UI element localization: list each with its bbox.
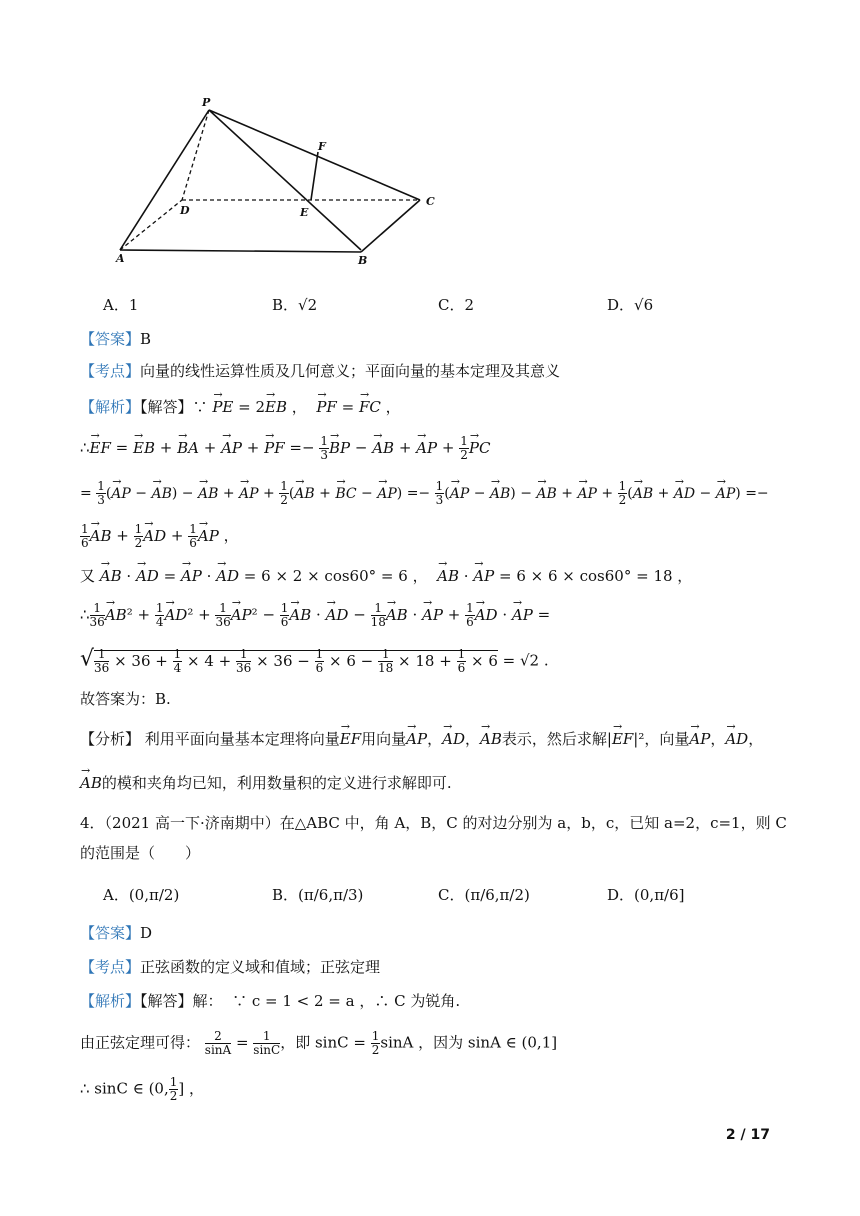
q4-option-c: C．(π/6,π/2) — [438, 886, 530, 904]
q3-analysis-line5: 又 → AB · → AD = → AP · → AD = 6 × 2 × cos60° = 6 ， → AB · → AP = 6 × 6 × cos60° = 18 ， — [80, 565, 692, 587]
q3-analysis-line1: 【解析】【解答】∵ → PE = 2→ EB ， → PF = → FC ， — [80, 396, 401, 418]
q3-analysis-line7: √ $\frac{1}{36}$ × 36 + $\frac{1}{4}$ × 4 + $\frac{1}{36}$ × 36 − $\frac{1}{6}$ × 6 − $\frac{1}{18}$ × 18 + $\frac{1}{6}$ × 6 = √2 . — [80, 646, 549, 675]
label-f: F — [318, 140, 326, 153]
label-p: P — [202, 96, 211, 109]
q4-analysis-line3: ∴ sinC ∈ (0, $\frac{1}{2}$ ] ， — [80, 1075, 205, 1103]
q4-answer: 【答案】D — [80, 924, 153, 942]
label-e: E — [300, 206, 309, 219]
q3-analysis-line3: = $\frac{1}{3}$ (→ AP − → AB) − → AB + → AP + $\frac{1}{2}$ (→ AB + → BC − → AP) =− $\frac{1}{3}$ (→ AP − → AB) − → AB + → AP + $\frac{1}{2}$ (→ AB + → AD − → AP) =− — [80, 480, 769, 507]
q3-conclusion: 故答案为：B. — [80, 690, 171, 708]
q3-point: 【考点】向量的线性运算性质及几何意义；平面向量的基本定理及其意义 — [80, 362, 561, 380]
q4-analysis-line1: 【解析】【解答】解： ∵ c = 1 < 2 = a ，∴ C 为锐角. — [80, 992, 461, 1010]
q4-point: 【考点】正弦函数的定义域和值域；正弦定理 — [80, 958, 381, 976]
q4-stem-line2: 的范围是（ ） — [80, 844, 201, 862]
q3-fenxi-line2: → AB的模和夹角均已知，利用数量积的定义进行求解即可. — [80, 772, 452, 794]
q3-option-b: B．√2 — [272, 296, 318, 314]
q3-analysis-line2: ∴→ EF = → EB + → BA + → AP + → PF =− $\frac{1}{3}$ → BP − → AB + → AP + $\frac{1}{2}$ → PC — [80, 435, 490, 462]
label-a: A — [116, 252, 125, 265]
q3-fenxi-line1: 【分析】 利用平面向量基本定理将向量→ EF用向量→ AP，→ AD，→ AB表示，然后求解|→ EF|²，向量→ AP，→ AD， — [80, 728, 763, 750]
label-b: B — [358, 254, 368, 267]
q3-option-a: A．1 — [103, 296, 139, 314]
q3-answer: 【答案】B — [80, 330, 152, 348]
q4-option-b: B．(π/6,π/3) — [272, 886, 364, 904]
q4-option-a: A．(0,π/2) — [103, 886, 180, 904]
q4-analysis-line2: 由正弦定理可得： $\frac{2}{\sin A}$ = $\frac{1}{\sin C}$ ，即 sinC = $\frac{1}{2}$ sinA ，因为 sinA ∈ (0,1] — [80, 1029, 558, 1057]
q3-analysis-line6: ∴ $\frac{1}{36}$ → AB² + $\frac{1}{4}$ → AD² + $\frac{1}{36}$ → AP² − $\frac{1}{6}$ → AB · → AD − $\frac{1}{18}$ → AB · → AP + $\frac{1}{6}$ → AD · → AP = — [80, 602, 550, 629]
q3-option-c: C．2 — [438, 296, 475, 314]
label-d: D — [180, 204, 190, 217]
page-number: 2 / 17 — [725, 1127, 770, 1143]
q4-option-d: D．(0,π/6] — [607, 886, 685, 904]
q4-stem-line1: 4．（2021 高一下·济南期中）在△ABC 中，角 A，B，C 的对边分别为 a，b，c，已知 a=2，c=1，则 C — [80, 814, 787, 832]
label-c: C — [426, 195, 435, 208]
q3-option-d: D．√6 — [607, 296, 654, 314]
q3-analysis-line4: $\frac{1}{6}$ → AB + $\frac{1}{2}$ → AD + $\frac{1}{6}$ → AP ， — [80, 523, 239, 550]
pyramid-figure — [110, 92, 450, 267]
